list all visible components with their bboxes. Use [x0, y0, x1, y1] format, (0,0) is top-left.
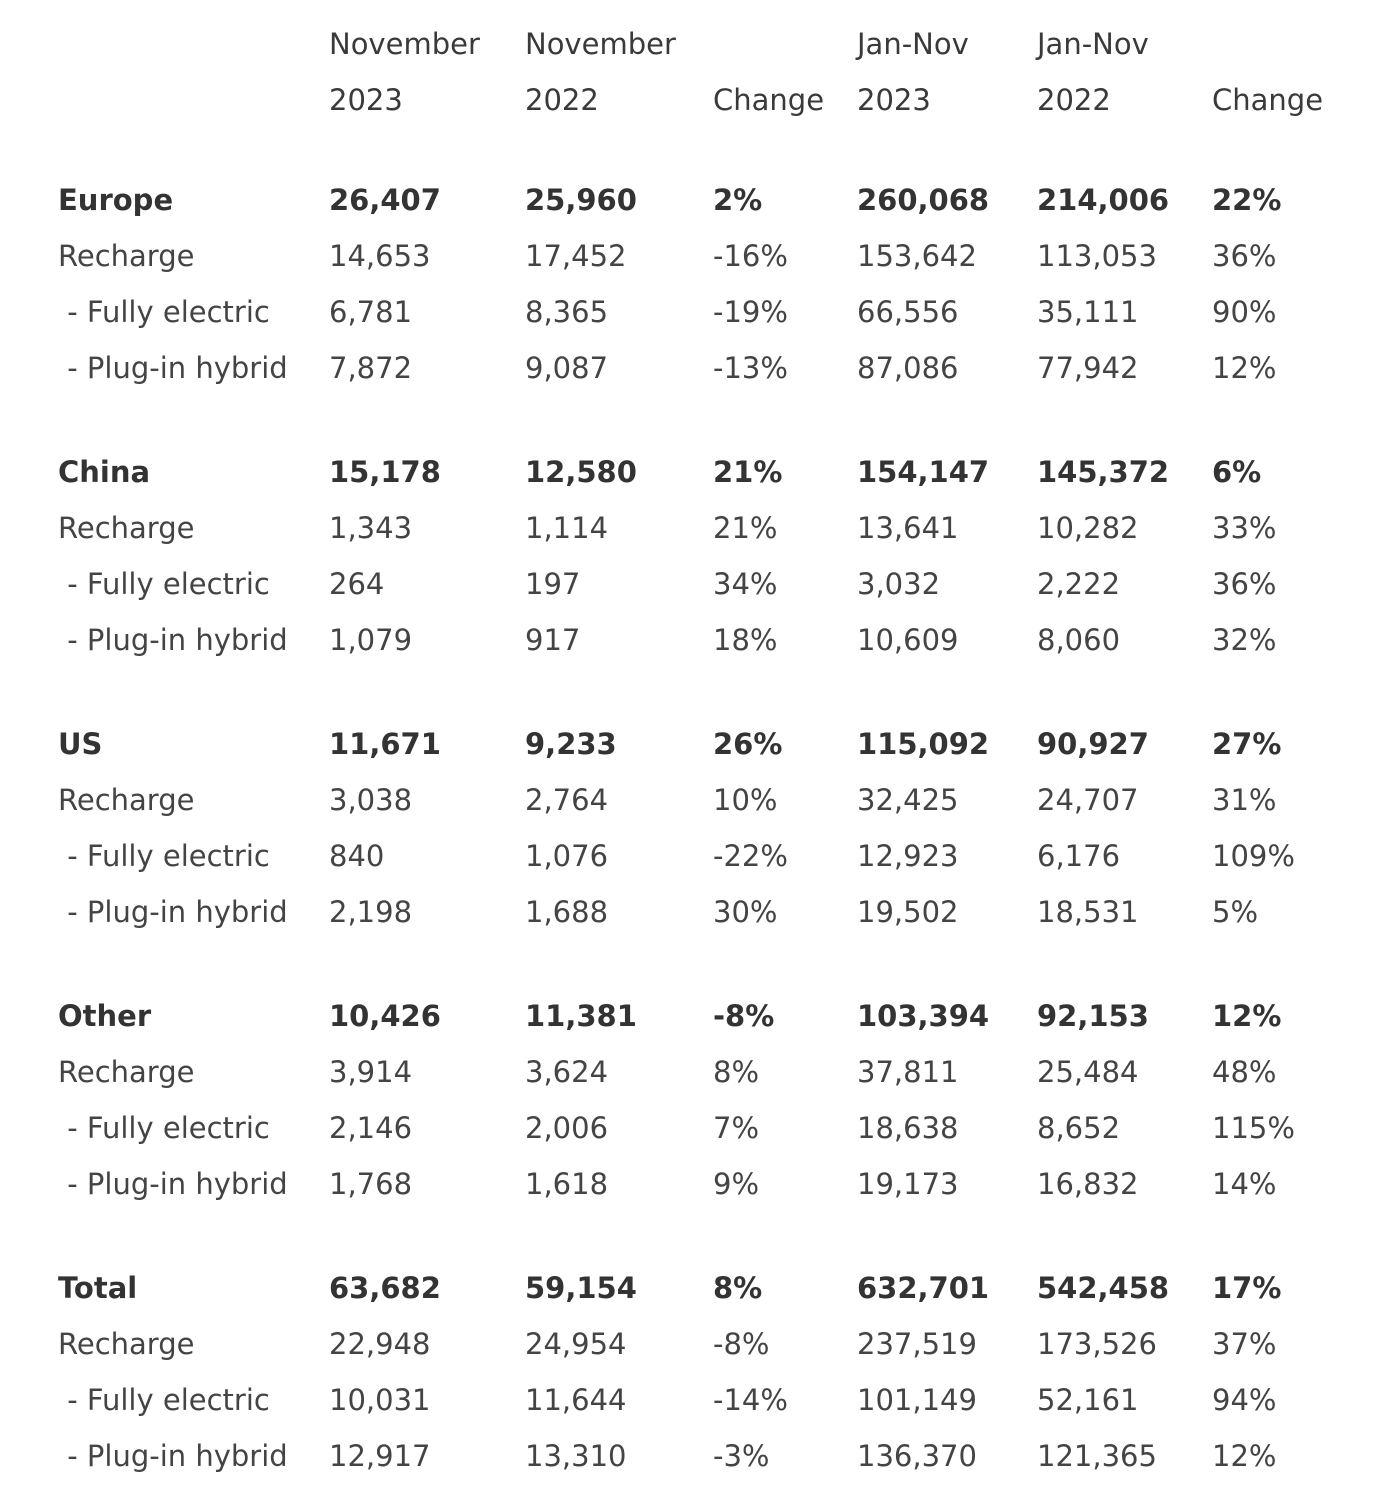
cell-ytd-change: 12%	[1212, 999, 1282, 1033]
cell-ytd-change: 94%	[1212, 1383, 1277, 1417]
table-row-region	[0, 444, 1374, 500]
cell-nov-2023: 15,178	[329, 455, 441, 489]
table-row-fully-electric	[0, 556, 1374, 612]
cell-nov-2022: 9,233	[525, 727, 617, 761]
cell-ytd-change: 36%	[1212, 239, 1277, 273]
cell-nov-2023: 1,343	[329, 511, 413, 545]
table-row-region	[0, 988, 1374, 1044]
cell-nov-2023: 264	[329, 567, 385, 601]
table-row-plug-in-hybrid	[0, 340, 1374, 396]
cell-nov-2022: 917	[525, 623, 581, 657]
row-label: Europe	[58, 183, 174, 217]
cell-nov-2022: 1,076	[525, 839, 609, 873]
cell-jan-nov-2023: 66,556	[857, 295, 959, 329]
cell-nov-2022: 9,087	[525, 351, 609, 385]
cell-nov-2023: 1,768	[329, 1167, 413, 1201]
row-label: Recharge	[58, 783, 195, 817]
cell-monthly-change: -19%	[713, 295, 788, 329]
cell-jan-nov-2022: 24,707	[1037, 783, 1139, 817]
table-row-fully-electric	[0, 1100, 1374, 1156]
cell-monthly-change: 30%	[713, 895, 778, 929]
cell-monthly-change: 9%	[713, 1167, 760, 1201]
cell-jan-nov-2023: 136,370	[857, 1439, 977, 1473]
region-group-total	[0, 1260, 1374, 1484]
region-group-us	[0, 716, 1374, 940]
cell-jan-nov-2022: 121,365	[1037, 1439, 1157, 1473]
cell-monthly-change: -3%	[713, 1439, 770, 1473]
cell-jan-nov-2022: 173,526	[1037, 1327, 1157, 1361]
table-row-recharge	[0, 228, 1374, 284]
region-group-other	[0, 988, 1374, 1212]
cell-nov-2023: 10,426	[329, 999, 441, 1033]
cell-nov-2022: 24,954	[525, 1327, 627, 1361]
cell-jan-nov-2022: 18,531	[1037, 895, 1139, 929]
cell-ytd-change: 109%	[1212, 839, 1295, 873]
cell-nov-2023: 63,682	[329, 1271, 441, 1305]
cell-ytd-change: 31%	[1212, 783, 1277, 817]
cell-ytd-change: 32%	[1212, 623, 1277, 657]
cell-jan-nov-2023: 10,609	[857, 623, 959, 657]
cell-jan-nov-2022: 113,053	[1037, 239, 1157, 273]
row-label: - Plug-in hybrid	[58, 1439, 288, 1473]
cell-jan-nov-2022: 92,153	[1037, 999, 1149, 1033]
cell-monthly-change: -13%	[713, 351, 788, 385]
row-label: Recharge	[58, 1055, 195, 1089]
cell-jan-nov-2023: 3,032	[857, 567, 941, 601]
cell-jan-nov-2023: 13,641	[857, 511, 959, 545]
cell-nov-2023: 10,031	[329, 1383, 431, 1417]
region-group-china	[0, 444, 1374, 668]
cell-jan-nov-2023: 260,068	[857, 183, 990, 217]
cell-jan-nov-2023: 154,147	[857, 455, 990, 489]
row-label: - Fully electric	[58, 839, 270, 873]
cell-jan-nov-2022: 2,222	[1037, 567, 1121, 601]
cell-nov-2023: 7,872	[329, 351, 413, 385]
row-label: US	[58, 727, 103, 761]
cell-jan-nov-2023: 19,502	[857, 895, 959, 929]
cell-jan-nov-2022: 16,832	[1037, 1167, 1139, 1201]
column-header-ytd-change: Change	[1212, 83, 1324, 117]
cell-monthly-change: -22%	[713, 839, 788, 873]
cell-monthly-change: -16%	[713, 239, 788, 273]
cell-nov-2022: 25,960	[525, 183, 637, 217]
row-label: - Fully electric	[58, 1111, 270, 1145]
cell-jan-nov-2023: 115,092	[857, 727, 990, 761]
cell-nov-2022: 11,644	[525, 1383, 627, 1417]
cell-nov-2023: 14,653	[329, 239, 431, 273]
cell-nov-2022: 13,310	[525, 1439, 627, 1473]
cell-jan-nov-2022: 145,372	[1037, 455, 1170, 489]
cell-nov-2023: 11,671	[329, 727, 441, 761]
cell-nov-2022: 2,006	[525, 1111, 609, 1145]
cell-jan-nov-2022: 25,484	[1037, 1055, 1139, 1089]
cell-nov-2023: 1,079	[329, 623, 413, 657]
cell-ytd-change: 48%	[1212, 1055, 1277, 1089]
cell-nov-2023: 2,198	[329, 895, 413, 929]
table-row-plug-in-hybrid	[0, 884, 1374, 940]
table-row-plug-in-hybrid	[0, 1428, 1374, 1484]
cell-nov-2022: 11,381	[525, 999, 637, 1033]
column-header-monthly-change: Change	[713, 83, 825, 117]
column-header-jan-nov-2022: Jan-Nov 2022	[1037, 27, 1149, 117]
cell-jan-nov-2023: 87,086	[857, 351, 959, 385]
cell-jan-nov-2023: 103,394	[857, 999, 990, 1033]
cell-nov-2023: 2,146	[329, 1111, 413, 1145]
row-label: - Plug-in hybrid	[58, 351, 288, 385]
cell-ytd-change: 37%	[1212, 1327, 1277, 1361]
cell-nov-2022: 2,764	[525, 783, 609, 817]
row-label: - Plug-in hybrid	[58, 895, 288, 929]
cell-monthly-change: 34%	[713, 567, 778, 601]
cell-ytd-change: 33%	[1212, 511, 1277, 545]
region-group-europe	[0, 172, 1374, 396]
cell-nov-2022: 12,580	[525, 455, 637, 489]
cell-monthly-change: -8%	[713, 999, 775, 1033]
cell-nov-2023: 3,914	[329, 1055, 413, 1089]
cell-jan-nov-2023: 632,701	[857, 1271, 990, 1305]
cell-nov-2023: 840	[329, 839, 385, 873]
table-row-region	[0, 172, 1374, 228]
row-label: - Fully electric	[58, 295, 270, 329]
cell-jan-nov-2023: 153,642	[857, 239, 977, 273]
cell-jan-nov-2022: 8,652	[1037, 1111, 1121, 1145]
cell-ytd-change: 27%	[1212, 727, 1282, 761]
table-row-recharge	[0, 1044, 1374, 1100]
cell-monthly-change: 2%	[713, 183, 763, 217]
row-label: - Plug-in hybrid	[58, 623, 288, 657]
cell-nov-2023: 3,038	[329, 783, 413, 817]
table-row-region	[0, 716, 1374, 772]
cell-nov-2023: 12,917	[329, 1439, 431, 1473]
cell-monthly-change: 18%	[713, 623, 778, 657]
cell-jan-nov-2023: 19,173	[857, 1167, 959, 1201]
cell-jan-nov-2022: 52,161	[1037, 1383, 1139, 1417]
table-row-recharge	[0, 500, 1374, 556]
cell-nov-2022: 1,618	[525, 1167, 609, 1201]
cell-ytd-change: 90%	[1212, 295, 1277, 329]
cell-nov-2023: 6,781	[329, 295, 413, 329]
cell-jan-nov-2023: 37,811	[857, 1055, 959, 1089]
column-header-jan-nov-2023: Jan-Nov 2023	[857, 27, 969, 117]
row-label: Recharge	[58, 1327, 195, 1361]
cell-ytd-change: 17%	[1212, 1271, 1282, 1305]
table-row-recharge	[0, 772, 1374, 828]
table-row-fully-electric	[0, 1372, 1374, 1428]
cell-ytd-change: 5%	[1212, 895, 1259, 929]
cell-monthly-change: 7%	[713, 1111, 760, 1145]
cell-jan-nov-2022: 6,176	[1037, 839, 1121, 873]
cell-jan-nov-2023: 18,638	[857, 1111, 959, 1145]
cell-monthly-change: 21%	[713, 511, 778, 545]
cell-ytd-change: 22%	[1212, 183, 1282, 217]
row-label: - Fully electric	[58, 1383, 270, 1417]
table-row-recharge	[0, 1316, 1374, 1372]
cell-monthly-change: -8%	[713, 1327, 770, 1361]
cell-jan-nov-2022: 35,111	[1037, 295, 1139, 329]
cell-jan-nov-2022: 90,927	[1037, 727, 1149, 761]
cell-monthly-change: -14%	[713, 1383, 788, 1417]
row-label: - Plug-in hybrid	[58, 1167, 288, 1201]
cell-jan-nov-2022: 214,006	[1037, 183, 1170, 217]
cell-nov-2022: 17,452	[525, 239, 627, 273]
cell-monthly-change: 8%	[713, 1055, 760, 1089]
cell-jan-nov-2023: 12,923	[857, 839, 959, 873]
cell-nov-2022: 1,688	[525, 895, 609, 929]
cell-nov-2022: 197	[525, 567, 581, 601]
cell-monthly-change: 10%	[713, 783, 778, 817]
table-row-region	[0, 1260, 1374, 1316]
cell-ytd-change: 12%	[1212, 351, 1277, 385]
table-row-fully-electric	[0, 284, 1374, 340]
cell-jan-nov-2022: 10,282	[1037, 511, 1139, 545]
row-label: Total	[58, 1271, 138, 1305]
cell-monthly-change: 21%	[713, 455, 783, 489]
cell-nov-2022: 59,154	[525, 1271, 637, 1305]
cell-nov-2022: 1,114	[525, 511, 609, 545]
cell-jan-nov-2022: 8,060	[1037, 623, 1121, 657]
cell-monthly-change: 26%	[713, 727, 783, 761]
cell-ytd-change: 6%	[1212, 455, 1262, 489]
cell-monthly-change: 8%	[713, 1271, 763, 1305]
cell-nov-2023: 26,407	[329, 183, 441, 217]
cell-jan-nov-2023: 237,519	[857, 1327, 977, 1361]
table-row-plug-in-hybrid	[0, 1156, 1374, 1212]
table-row-fully-electric	[0, 828, 1374, 884]
cell-ytd-change: 12%	[1212, 1439, 1277, 1473]
cell-ytd-change: 14%	[1212, 1167, 1277, 1201]
cell-jan-nov-2022: 542,458	[1037, 1271, 1170, 1305]
row-label: Other	[58, 999, 152, 1033]
row-label: Recharge	[58, 239, 195, 273]
table-row-plug-in-hybrid	[0, 612, 1374, 668]
row-label: Recharge	[58, 511, 195, 545]
column-header-nov-2022: November 2022	[525, 27, 676, 117]
cell-nov-2023: 22,948	[329, 1327, 431, 1361]
cell-nov-2022: 8,365	[525, 295, 609, 329]
cell-jan-nov-2023: 101,149	[857, 1383, 977, 1417]
cell-ytd-change: 36%	[1212, 567, 1277, 601]
row-label: - Fully electric	[58, 567, 270, 601]
column-header-nov-2023: November 2023	[329, 27, 480, 117]
cell-ytd-change: 115%	[1212, 1111, 1295, 1145]
cell-jan-nov-2022: 77,942	[1037, 351, 1139, 385]
cell-jan-nov-2023: 32,425	[857, 783, 959, 817]
row-label: China	[58, 455, 151, 489]
cell-nov-2022: 3,624	[525, 1055, 609, 1089]
